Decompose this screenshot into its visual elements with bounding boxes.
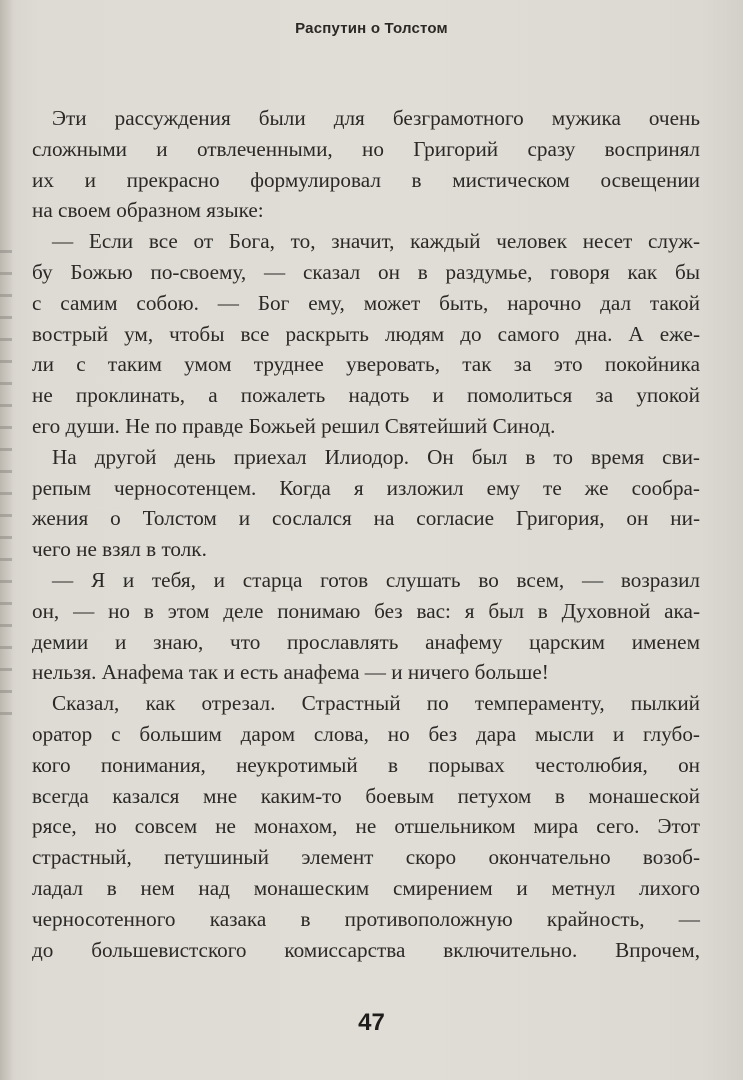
text-line: сложными и отвлеченными, но Григорий сразу воспринял (32, 136, 700, 161)
text-line: не проклинать, а пожалеть надоть и помолиться за упокой (32, 383, 700, 408)
text-line: демии и знаю, что прославлять анафему царским именем (32, 629, 700, 654)
text-line: рясе, но совсем не монахом, не отшельником мира сего. Этот (32, 814, 700, 839)
text-line: — Если все от Бога, то, значит, каждый человек несет служ- (52, 229, 700, 254)
text-line: до большевистского комиссарства включительно. Впрочем, (32, 937, 700, 962)
text-line: Эти рассуждения были для безграмотного мужика очень (52, 106, 700, 130)
text-line: оратор с большим даром слова, но без дара мысли и глубо- (32, 721, 700, 746)
text-line: чего не взял в толк. (32, 537, 207, 562)
paragraph (32, 565, 700, 688)
body-text (32, 103, 700, 965)
text-line: — Я и тебя, и старца готов слушать во всем, — возразил (52, 567, 700, 592)
text-line: ладал в нем над монашеским смирением и метнул лихого (32, 875, 700, 900)
paragraph (32, 226, 700, 442)
text-line: нельзя. Анафема так и есть анафема — и ничего больше! (32, 660, 549, 685)
text-line: он, — но в этом деле понимаю без вас: я был в Духовной ака- (32, 598, 700, 623)
text-line: бу Божью по-своему, — сказал он в раздумье, говоря как бы (32, 259, 700, 284)
text-line: кого понимания, неукротимый в порывах честолюбия, он (32, 752, 700, 777)
paragraph (32, 103, 700, 226)
text-line: на своем образном языке: (32, 198, 264, 223)
text-line: Сказал, как отрезал. Страстный по темпераменту, пылкий (52, 691, 700, 716)
text-line: его души. Не по правде Божьей решил Святейший Синод. (32, 413, 556, 438)
text-line: страстный, петушиный элемент скоро окончательно возоб- (32, 845, 700, 870)
text-line: черносотенного казака в противоположную крайность, — (32, 906, 700, 931)
text-line: вострый ум, чтобы все раскрыть людям до самого дна. А еже- (32, 321, 700, 346)
paragraph (32, 442, 700, 565)
text-line: всегда казался мне каким-то боевым петухом в монашеской (32, 783, 700, 808)
text-line: На другой день приехал Илиодор. Он был в то время сви- (52, 444, 700, 469)
page-edge-shadow (0, 250, 12, 730)
text-line: с самим собою. — Бог ему, может быть, нарочно дал такой (32, 290, 700, 315)
text-line: репым черносотенцем. Когда я изложил ему те же сообра- (32, 475, 700, 500)
paragraph (32, 688, 700, 965)
text-line: жения о Толстом и сослался на согласие Григория, он ни- (32, 506, 700, 531)
text-line: ли с таким умом труднее уверовать, так за это покойника (32, 352, 700, 377)
text-line: их и прекрасно формулировал в мистическом освещении (32, 167, 700, 192)
page-number: 47 (358, 1009, 385, 1036)
running-head: Распутин о Толстом (295, 20, 448, 37)
